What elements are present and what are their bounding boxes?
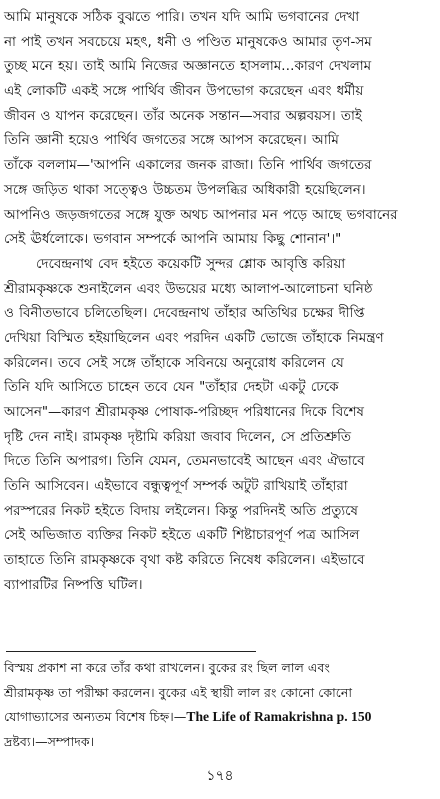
text-line: জীবন ও যাপন করেছেন। তাঁর অনেক সন্তান—সবার অল্পবয়স। তাই bbox=[4, 108, 362, 124]
footnote-line bbox=[0, 705, 436, 730]
text-line: ও বিনীতভাবে চলিতেছিল। দেবেন্দ্রনাথ তাঁহার অতিথির চক্ষের দীপ্তি bbox=[4, 306, 365, 322]
text-line: করিলেন। তবে সেই সঙ্গে তাঁহাকে সবিনয়ে অনুরোধ করিলেন যে bbox=[4, 355, 344, 371]
footnote-divider bbox=[6, 651, 256, 652]
footnote-text: যোগাভ্যাসের অন্যতম বিশেষ চিহ্ন।— bbox=[4, 709, 187, 724]
paragraph-start-line: দেবেন্দ্রনাথ বেদ হইতে কয়েকটি সুন্দর শ্লোক আবৃত্তি করিয়া bbox=[36, 256, 346, 272]
text-line: তিনি জ্ঞানী হয়েও পার্থিব জগতের সঙ্গে আপস করেছেন। আমি bbox=[4, 133, 339, 149]
text-line: তাঁকে বললাম—'আপনি একালের জনক রাজা। তিনি পার্থিব জগতের bbox=[4, 158, 372, 174]
text-line: ব্যাপারটির নিষ্পত্তি ঘটিল। bbox=[4, 577, 143, 593]
text-line: পরস্পরের নিকট হইতে বিদায় লইলেন। কিন্তু পরদিনই অতি প্রত্যুষে bbox=[4, 503, 358, 519]
footnote-line: শ্রীরামকৃষ্ণ তা পরীক্ষা করলেন। বুকের এই স্থায়ী লাল রং কোনো কোনো bbox=[4, 684, 353, 700]
text-line: সঙ্গে জড়িত থাকা সত্ত্বেও উচ্চতম উপলব্ধির অধিকারী হয়েছিলেন। bbox=[4, 182, 366, 198]
text-line: আপনিও জড়জগতের সঙ্গে যুক্ত অথচ আপনার মন পড়ে আছে ভগবানের bbox=[4, 207, 398, 223]
body-text bbox=[0, 6, 436, 599]
text-line: তুচ্ছ মনে হয়। তাই আমি নিজের অজ্ঞানতে হাসলাম…কারণ দেখলাম bbox=[4, 59, 372, 75]
text-line: দিতে তিনি অপারগ। তিনি যেমন, তেমনভাবেই আছেন এবং ঐভাবে bbox=[4, 454, 365, 470]
footnote-line: বিস্ময় প্রকাশ না করে তাঁর কথা রাখলেন। বুকের রং ছিল লাল এবং bbox=[4, 660, 330, 675]
text-line: সেই ঊর্ধলোকে। ভগবান সম্পর্কে আপনি আমায় কিছু শোনান'।" bbox=[4, 232, 342, 248]
text-line: না পাই তখন সবচেয়ে মহৎ, ধনী ও পণ্ডিত মানুষকেও আমার তৃণ-সম bbox=[4, 34, 372, 50]
text-line: সেই অভিজাত ব্যক্তির নিকট হইতে একটি শিষ্টাচারপূর্ণ পত্র আসিল bbox=[4, 528, 360, 544]
page-number: ১৭৪ bbox=[206, 768, 234, 784]
text-line: আসেন"—কারণ শ্রীরামকৃষ্ণ পোষাক-পরিচ্ছদ পরিধানের দিকে বিশেষ bbox=[4, 405, 364, 420]
text-line: শ্রীরামকৃষ্ণকে শুনাইলেন এবং উভয়ের মধ্যে আলাপ-আলোচনা ঘনিষ্ঠ bbox=[4, 281, 373, 297]
text-line: তিনি যদি আসিতে চাহেন তবে যেন "তাঁহার দেহটা একটু ঢেকে bbox=[4, 380, 339, 396]
text-line: তাহাতে তিনি রামকৃষ্ণকে বৃথা কষ্ট করিতে নিষেধ করিলেন। এইভাবে bbox=[4, 553, 365, 569]
text-line: তিনি আসিবেন। এইভাবে বন্ধুত্বপূর্ণ সম্পর্ক অটুট রাখিয়াই তাঁহারা bbox=[4, 479, 348, 495]
footnote-reference: The Life of Ramakrishna p. 150 bbox=[186, 709, 372, 724]
text-line: দৃষ্টি দেন নাই। রামকৃষ্ণ দৃষ্টামি করিয়া জবাব দিলেন, সে প্রতিশ্রুতি bbox=[4, 429, 351, 445]
text-line: দেখিয়া বিস্মিত হইয়াছিলেন এবং পরদিন একটি ভোজে তাঁহাকে নিমন্ত্রণ bbox=[4, 330, 384, 346]
text-line: এই লোকটি একই সঙ্গে পার্থিব জীবন উপভোগ করেছেন এবং ধর্মীয় bbox=[4, 84, 364, 100]
footnote bbox=[0, 656, 436, 754]
footnote-line: দ্রষ্টব্য।—সম্পাদক। bbox=[4, 733, 95, 749]
text-line: আমি মানুষকে সঠিক বুঝতে পারি। তখন যদি আমি ভগবানের দেখা bbox=[4, 10, 360, 25]
